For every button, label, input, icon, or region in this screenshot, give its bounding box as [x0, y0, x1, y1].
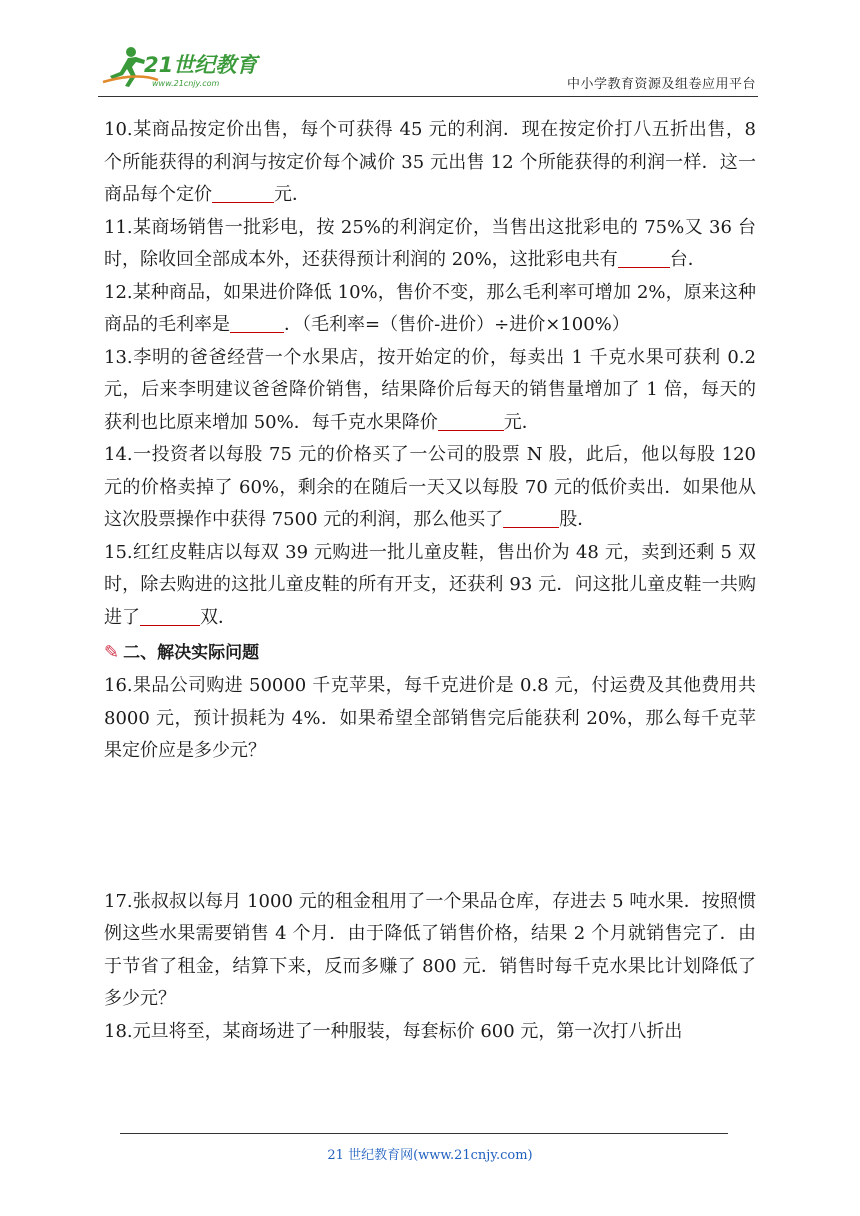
- footer-link[interactable]: 21 世纪教育网(www.21cnjy.com): [327, 1148, 533, 1163]
- logo-graphic: [98, 42, 268, 92]
- answer-blank[interactable]: [140, 605, 200, 626]
- logo-text: 21世纪教育: [144, 53, 258, 77]
- question-13: 13.李明的爸爸经营一个水果店，按开始定的价，每卖出 1 千克水果可获利 0.2 元，后来李明建议爸爸降价销售，结果降价后每天的销售量增加了 1 倍，每天的获利也比原来增加 50%．每千克水果降价 元．: [104, 346, 756, 433]
- site-logo: [98, 42, 268, 92]
- section-title: 二、解决实际问题: [123, 643, 260, 663]
- question-15: 15.红红皮鞋店以每双 39 元购进一批儿童皮鞋，售出价为 48 元，卖到还剩 5 双时，除去购进的这批儿童皮鞋的所有开支，还获利 93 元．问这批儿童皮鞋一共购进了 双．: [104, 541, 756, 628]
- page-header: [98, 42, 758, 97]
- footer-divider: [120, 1133, 728, 1134]
- question-10: 10.某商品按定价出售，每个可获得 45 元的利润．现在按定价打八五折出售，8 个所能获得的利润与按定价每个减价 35 元出售 12 个所能获得的利润一样．这一商品每个定价 元．: [104, 119, 756, 205]
- section-heading: [104, 636, 756, 670]
- answer-blank[interactable]: [230, 312, 284, 333]
- answer-blank[interactable]: [438, 410, 504, 431]
- question-17: 17.张叔叔以每月 1000 元的租金租用了一个果品仓库，存进去 5 吨水果．按照惯例这些水果需要销售 4 个月．由于降低了销售价格，结果 2 个月就销售完了．由于节省了租金，结算下来，反而多赚了 800 元．销售时每千克水果比计划降低了多少元？: [104, 890, 756, 1009]
- platform-name: 中小学教育资源及组卷应用平台: [566, 77, 756, 92]
- answer-space: [104, 768, 756, 886]
- pencil-icon: ✎: [104, 642, 120, 663]
- logo-url: www.21cnjy.com: [152, 79, 220, 88]
- answer-blank[interactable]: [503, 507, 559, 528]
- question-11: 11.某商场销售一批彩电，按 25%的利润定价，当售出这批彩电的 75%又 36 台时，除收回全部成本外，还获得预计利润的 20%，这批彩电共有 台．: [104, 216, 756, 270]
- worksheet-content: [104, 114, 756, 1048]
- question-16: 16.果品公司购进 50000 千克苹果，每千克进价是 0.8 元，付运费及其他费用共 8000 元，预计损耗为 4%．如果希望全部销售完后能获利 20%，那么每千克苹果定价应是多少元？: [104, 675, 756, 761]
- question-14: 14.一投资者以每股 75 元的价格买了一公司的股票 N 股，此后，他以每股 120 元的价格卖掉了 60%，剩余的在随后一天又以每股 70 元的低价卖出．如果他从这次股票操作中获得 7500 元的利润，那么他买了 股．: [104, 444, 756, 530]
- question-18: 18.元旦将至，某商场进了一种服装，每套标价 600 元，第一次打八折出: [104, 1020, 683, 1042]
- question-12: 12.某种商品，如果进价降低 10%，售价不变，那么毛利率可增加 2%，原来这种商品的毛利率是 ．（毛利率=（售价-进价）÷进价×100%）: [104, 281, 756, 335]
- answer-blank[interactable]: [212, 182, 274, 203]
- answer-blank[interactable]: [618, 247, 670, 268]
